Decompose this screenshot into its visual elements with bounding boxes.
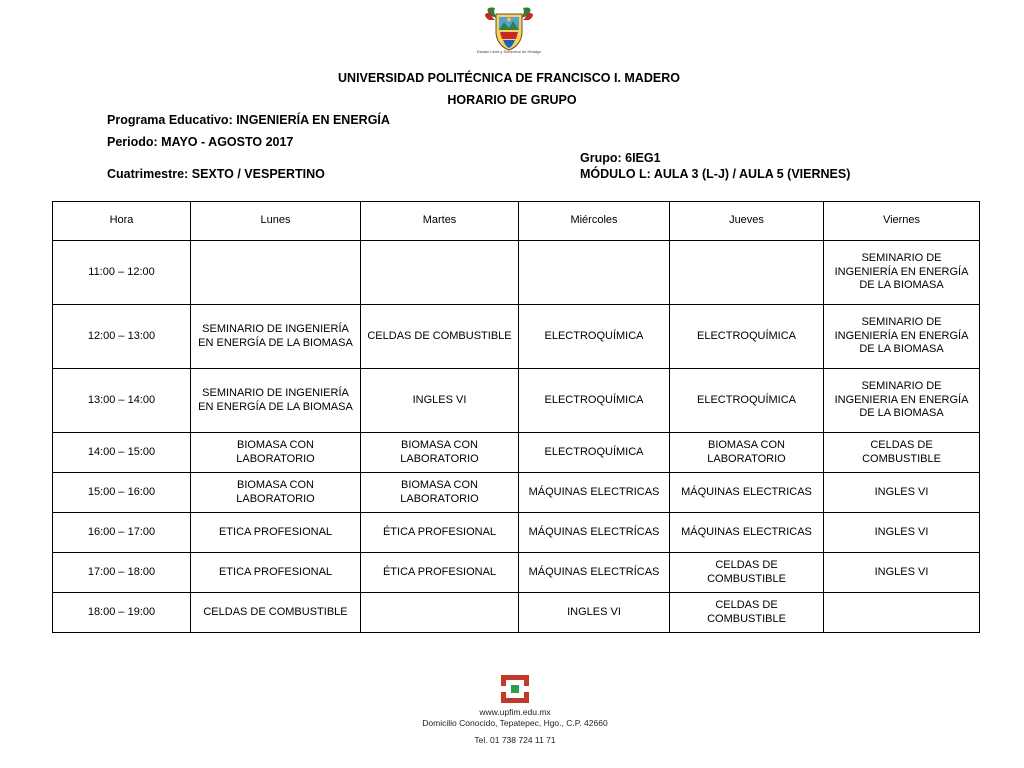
class-cell [519, 241, 670, 305]
table-row [53, 593, 980, 633]
class-cell: MÁQUINAS ELECTRÍCAS [519, 513, 670, 553]
table-row [53, 369, 980, 433]
class-cell: CELDAS DE COMBUSTIBLE [670, 553, 824, 593]
class-cell [824, 593, 980, 633]
header-lunes: Lunes [191, 202, 361, 241]
class-cell: CELDAS DE COMBUSTIBLE [670, 593, 824, 633]
class-cell: SEMINARIO DE INGENIERÍA EN ENERGÍA DE LA BIOMASA [824, 241, 980, 305]
logo-center [511, 685, 519, 693]
class-cell: CELDAS DE COMBUSTIBLE [361, 305, 519, 369]
time-cell: 16:00 – 17:00 [53, 513, 191, 553]
class-cell: INGLES VI [824, 513, 980, 553]
table-row [53, 433, 980, 473]
table-row [53, 473, 980, 513]
time-cell: 15:00 – 16:00 [53, 473, 191, 513]
time-cell: 14:00 – 15:00 [53, 433, 191, 473]
class-cell: CELDAS DE COMBUSTIBLE [824, 433, 980, 473]
class-cell: MÁQUINAS ELECTRICAS [670, 473, 824, 513]
phone-text: Tel. 01 738 724 11 71 [474, 735, 556, 745]
class-cell: ELECTROQUÍMICA [670, 305, 824, 369]
class-cell [191, 241, 361, 305]
class-cell: MÁQUINAS ELECTRICAS [519, 473, 670, 513]
class-cell: ÉTICA PROFESIONAL [361, 553, 519, 593]
class-cell: SEMINARIO DE INGENIERIA EN ENERGÍA DE LA BIOMASA [824, 369, 980, 433]
class-cell: BIOMASA CON LABORATORIO [670, 433, 824, 473]
table-row [53, 241, 980, 305]
address-text: Domicilio Conocido, Tepatepec, Hgo., C.P. 42660 [422, 718, 608, 728]
header-miercoles: Miércoles [519, 202, 670, 241]
header-viernes: Viernes [824, 202, 980, 241]
university-name: UNIVERSIDAD POLITÉCNICA DE FRANCISCO I. MADERO [338, 71, 680, 85]
class-cell [361, 593, 519, 633]
table-row [53, 553, 980, 593]
upfim-logo-icon [500, 674, 530, 704]
class-cell: SEMINARIO DE INGENIERÍA EN ENERGÍA DE LA BIOMASA [191, 369, 361, 433]
class-cell: BIOMASA CON LABORATORIO [361, 433, 519, 473]
class-cell: MÁQUINAS ELECTRICAS [670, 513, 824, 553]
module-label: MÓDULO L: AULA 3 (L-J) / AULA 5 (VIERNES) [580, 167, 851, 181]
website-link[interactable]: www.upfim.edu.mx [479, 707, 551, 717]
class-cell: SEMINARIO DE INGENIERÍA EN ENERGÍA DE LA BIOMASA [191, 305, 361, 369]
cuatrimestre-label: Cuatrimestre: SEXTO / VESPERTINO [107, 167, 325, 181]
class-cell: MÁQUINAS ELECTRÍCAS [519, 553, 670, 593]
document-title: HORARIO DE GRUPO [447, 93, 577, 107]
class-cell: ÉTICA PROFESIONAL [361, 513, 519, 553]
header-jueves: Jueves [670, 202, 824, 241]
class-cell: ELECTROQUÍMICA [519, 305, 670, 369]
schedule-table [52, 201, 980, 633]
class-cell [361, 241, 519, 305]
table-header-row [53, 202, 980, 241]
class-cell: SEMINARIO DE INGENIERÍA EN ENERGÍA DE LA BIOMASA [824, 305, 980, 369]
period-label: Periodo: MAYO - AGOSTO 2017 [107, 135, 294, 149]
class-cell: INGLES VI [824, 553, 980, 593]
table-row [53, 513, 980, 553]
class-cell: BIOMASA CON LABORATORIO [361, 473, 519, 513]
class-cell: ELECTROQUÍMICA [519, 369, 670, 433]
class-cell: INGLES VI [361, 369, 519, 433]
program-label: Programa Educativo: INGENIERÍA EN ENERGÍA [107, 113, 390, 127]
time-cell: 17:00 – 18:00 [53, 553, 191, 593]
class-cell: CELDAS DE COMBUSTIBLE [191, 593, 361, 633]
time-cell: 11:00 – 12:00 [53, 241, 191, 305]
time-cell: 12:00 – 13:00 [53, 305, 191, 369]
class-cell: ELECTROQUÍMICA [670, 369, 824, 433]
header-hora: Hora [53, 202, 191, 241]
header-martes: Martes [361, 202, 519, 241]
class-cell: ETICA PROFESIONAL [191, 553, 361, 593]
class-cell: BIOMASA CON LABORATORIO [191, 473, 361, 513]
class-cell: INGLES VI [519, 593, 670, 633]
crest-caption: Estado Libre y Soberano de Hidalgo [476, 49, 542, 54]
class-cell: INGLES VI [824, 473, 980, 513]
table-row [53, 305, 980, 369]
class-cell: BIOMASA CON LABORATORIO [191, 433, 361, 473]
time-cell: 18:00 – 19:00 [53, 593, 191, 633]
class-cell [670, 241, 824, 305]
class-cell: ETICA PROFESIONAL [191, 513, 361, 553]
time-cell: 13:00 – 14:00 [53, 369, 191, 433]
group-label: Grupo: 6IEG1 [580, 151, 661, 165]
class-cell: ELECTROQUÍMICA [519, 433, 670, 473]
